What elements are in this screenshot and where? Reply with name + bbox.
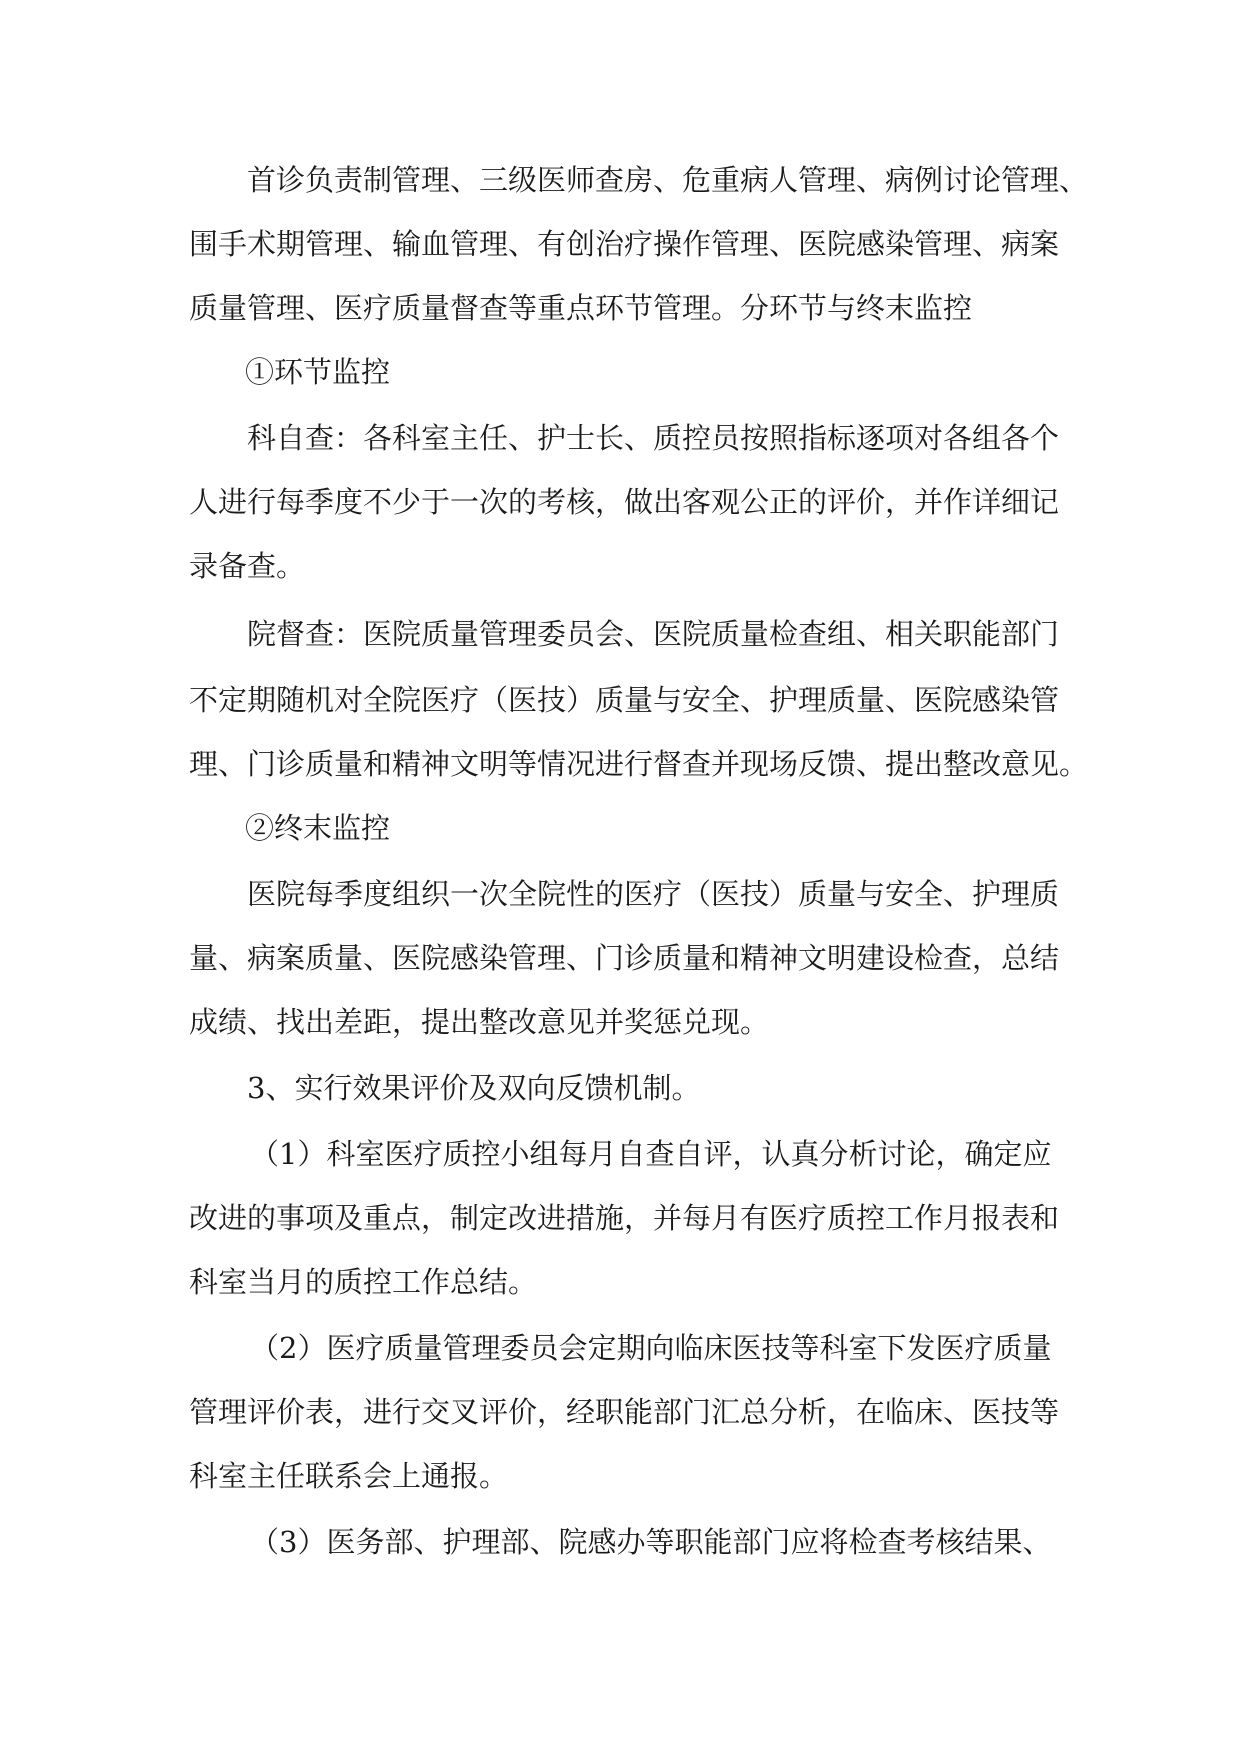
- text-line: 科室当月的质控工作总结。: [189, 1265, 538, 1299]
- text-line: 围手术期管理、输血管理、有创治疗操作管理、医院感染管理、病案: [189, 227, 1060, 261]
- text-line: 不定期随机对全院医疗（医技）质量与安全、护理质量、医院感染管: [189, 683, 1060, 717]
- text-line: 量、病案质量、医院感染管理、门诊质量和精神文明建设检查，总结: [189, 941, 1060, 975]
- text-line: 理、门诊质量和精神文明等情况进行督查并现场反馈、提出整改意见。: [189, 747, 1089, 781]
- text-line: 医院每季度组织一次全院性的医疗（医技）质量与安全、护理质: [247, 877, 1060, 911]
- text-line: 院督查：医院质量管理委员会、医院质量检查组、相关职能部门: [247, 617, 1060, 651]
- section-heading: ①环节监控: [245, 355, 391, 389]
- section-heading: 3、实行效果评价及双向反馈机制。: [247, 1071, 701, 1105]
- text-line: 成绩、找出差距，提出整改意见并奖惩兑现。: [189, 1005, 770, 1039]
- text-line: 人进行每季度不少于一次的考核，做出客观公正的评价，并作详细记: [189, 485, 1060, 519]
- text-line: 质量管理、医疗质量督查等重点环节管理。分环节与终末监控: [189, 291, 973, 325]
- text-line: 改进的事项及重点，制定改进措施，并每月有医疗质控工作月报表和: [189, 1201, 1060, 1235]
- text-line: 科室主任联系会上通报。: [189, 1459, 509, 1493]
- text-line: 科自查：各科室主任、护士长、质控员按照指标逐项对各组各个: [247, 421, 1060, 455]
- text-line: （2）医疗质量管理委员会定期向临床医技等科室下发医疗质量: [250, 1331, 1052, 1365]
- section-heading: ②终末监控: [245, 811, 391, 845]
- text-line: 录备查。: [189, 549, 306, 583]
- text-line: 首诊负责制管理、三级医师查房、危重病人管理、病例讨论管理、: [247, 163, 1089, 197]
- text-line: （3）医务部、护理部、院感办等职能部门应将检查考核结果、: [250, 1525, 1052, 1559]
- text-line: 管理评价表，进行交叉评价，经职能部门汇总分析，在临床、医技等: [189, 1395, 1060, 1429]
- text-line: （1）科室医疗质控小组每月自查自评，认真分析讨论，确定应: [250, 1137, 1052, 1171]
